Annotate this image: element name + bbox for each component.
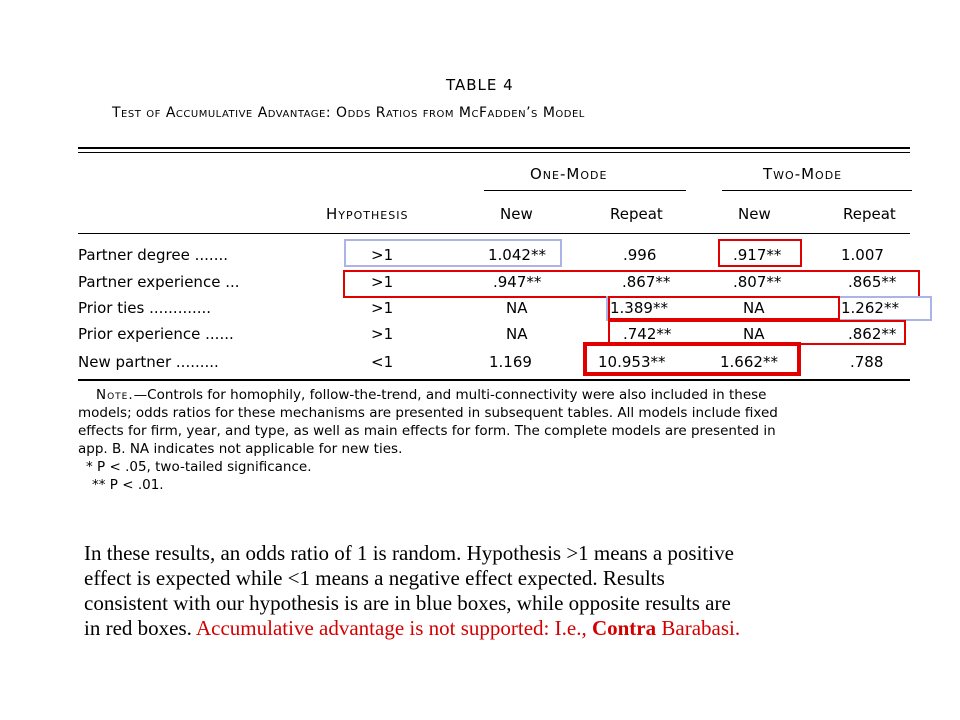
col-header-one-mode-new: New — [500, 205, 533, 223]
one-mode-repeat-cell: 1.389** — [610, 299, 668, 317]
caption-line-1: In these results, an odds ratio of 1 is random. Hypothesis >1 means a positive — [84, 541, 734, 565]
two-mode-repeat-cell: 1.007 — [841, 246, 884, 264]
two-mode-new-cell: .807** — [733, 273, 782, 291]
two-mode-new-cell: 1.662** — [720, 353, 778, 371]
top-rule — [78, 147, 910, 149]
caption-conclusion: Accumulative advantage is not supported: I.e., — [195, 616, 592, 640]
group-header-two-mode: Two-Mode — [763, 165, 843, 183]
row-label: Partner experience ... — [78, 273, 240, 291]
note-line-2: models; odds ratios for these mechanisms are presented in subsequent tables. All models include fixed — [78, 405, 778, 421]
note-line-3: effects for firm, year, and type, as well as main effects for form. The complete models are presented in — [78, 423, 776, 439]
one-mode-repeat-cell: .742** — [623, 325, 672, 343]
two-mode-new-cell: NA — [743, 299, 765, 317]
caption-line-2: effect is expected while <1 means a negative effect expected. Results — [84, 566, 665, 590]
hypothesis-cell: >1 — [371, 299, 394, 317]
caption-barabasi: Barabasi. — [656, 616, 741, 640]
table-note — [78, 386, 778, 494]
two-mode-repeat-cell: 1.262** — [841, 299, 899, 317]
two-mode-repeat-cell: .788 — [850, 353, 884, 371]
one-mode-repeat-cell: .867** — [622, 273, 671, 291]
table-number: TABLE 4 — [446, 76, 514, 94]
col-header-one-mode-repeat: Repeat — [610, 205, 663, 223]
note-text-1: —Controls for homophily, follow-the-trend, and multi-connectivity were also included in these — [133, 387, 767, 403]
two-mode-new-cell: .917** — [733, 246, 782, 264]
one-mode-new-cell: 1.169 — [489, 353, 532, 371]
hypothesis-cell: >1 — [371, 273, 394, 291]
two-mode-new-cell: NA — [743, 325, 765, 343]
col-header-two-mode-repeat: Repeat — [843, 205, 896, 223]
note-line-4: app. B. NA indicates not applicable for new ties. — [78, 441, 403, 457]
bottom-rule — [78, 379, 910, 381]
col-header-two-mode-new: New — [738, 205, 771, 223]
one-mode-new-cell: .947** — [493, 273, 542, 291]
one-mode-new-cell: NA — [506, 325, 528, 343]
table-title: Test of Accumulative Advantage: Odds Ratios from McFadden’s Model — [112, 105, 585, 121]
caption-line-4 — [84, 616, 740, 641]
one-mode-repeat-cell: .996 — [623, 246, 657, 264]
note-line-1 — [78, 386, 778, 404]
col-header-hypothesis: Hypothesis — [326, 205, 409, 223]
row-label: New partner ......... — [78, 353, 219, 371]
hypothesis-cell: >1 — [371, 246, 394, 264]
caption-line-3: consistent with our hypothesis is are in blue boxes, while opposite results are — [84, 591, 731, 615]
row-label: Partner degree ....... — [78, 246, 228, 264]
caption-line-4-black: in red boxes. — [84, 616, 196, 640]
one-mode-new-cell: 1.042** — [488, 246, 546, 264]
hypothesis-cell: >1 — [371, 325, 394, 343]
two-mode-repeat-cell: .862** — [848, 325, 897, 343]
header-rule — [78, 233, 910, 234]
hypothesis-cell: <1 — [371, 353, 394, 371]
two-mode-underline — [722, 190, 912, 191]
caption — [84, 541, 740, 641]
top-rule-2 — [78, 152, 910, 153]
one-mode-new-cell: NA — [506, 299, 528, 317]
one-mode-repeat-cell: 10.953** — [598, 353, 666, 371]
caption-contra: Contra — [591, 616, 657, 640]
group-header-one-mode: One-Mode — [530, 165, 608, 183]
note-sig-1: * P < .05, two-tailed significance. — [86, 459, 312, 475]
note-label: Note. — [96, 387, 134, 403]
two-mode-repeat-cell: .865** — [848, 273, 897, 291]
row-label: Prior ties ............. — [78, 299, 212, 317]
note-sig-2: ** P < .01. — [92, 477, 164, 493]
one-mode-underline — [484, 190, 686, 191]
row-label: Prior experience ...... — [78, 325, 234, 343]
